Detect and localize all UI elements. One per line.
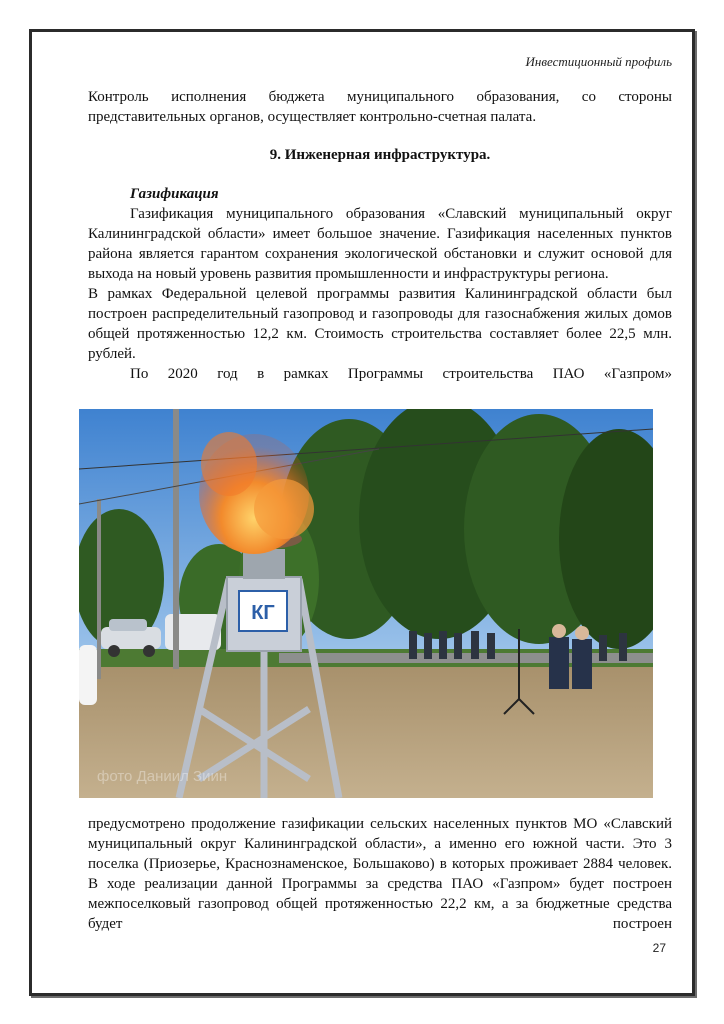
subheading-gasification: Газификация [130, 186, 219, 202]
photo-gas-torch [79, 409, 653, 798]
continuation-paragraph [88, 814, 672, 934]
intro-paragraph [88, 87, 672, 127]
section-heading: 9. Инженерная инфраструктура. [269, 147, 491, 163]
intro-line-2: представительных органов, осуществляет контрольно-счетная палата. [88, 109, 537, 125]
paragraph-2: В рамках Федеральной целевой программы развития Калининградской области был построен распределительный газопровод и газопроводы для газоснабжения жилых домов общей протяженностью 12,2 км. Стоимость строительства составляет более 22,5 млн. рублей. [88, 286, 672, 362]
gasification-section [88, 184, 672, 384]
torch-logo-text: КГ [251, 602, 275, 624]
photo-watermark: фото Даниил Зиин [97, 768, 228, 785]
continuation-text: предусмотрено продолжение газификации сельских населенных пунктов МО «Славский муниципальный округ Калининградской области», а именно его южной части. Это 3 поселка (Приозерье, Краснознаменское, Большаково) в которых проживает 2884 человек. В ходе реализации данной Программы за средства ПАО «Газпром» будет построен межпоселковый газопровод общей протяженностью 22,2 км, а за бюджетные средства будет построен [88, 816, 672, 932]
paragraph-3-start: По 2020 год в рамках Программы строительства ПАО «Газпром» [130, 366, 672, 382]
intro-line-1: Контроль исполнения бюджета муниципального образования, со стороны [88, 89, 672, 105]
running-header: Инвестиционный профиль [525, 54, 672, 69]
page-number: 27 [652, 941, 666, 955]
paragraph-1: Газификация муниципального образования «Славский муниципальный округ Калининградской области» имеет большое значение. Газификация населенных пунктов района является гарантом сохранения экологической обстановки и служит основой для выхода на новый уровень развития промышленности и инфраструктуры региона. [88, 206, 672, 282]
